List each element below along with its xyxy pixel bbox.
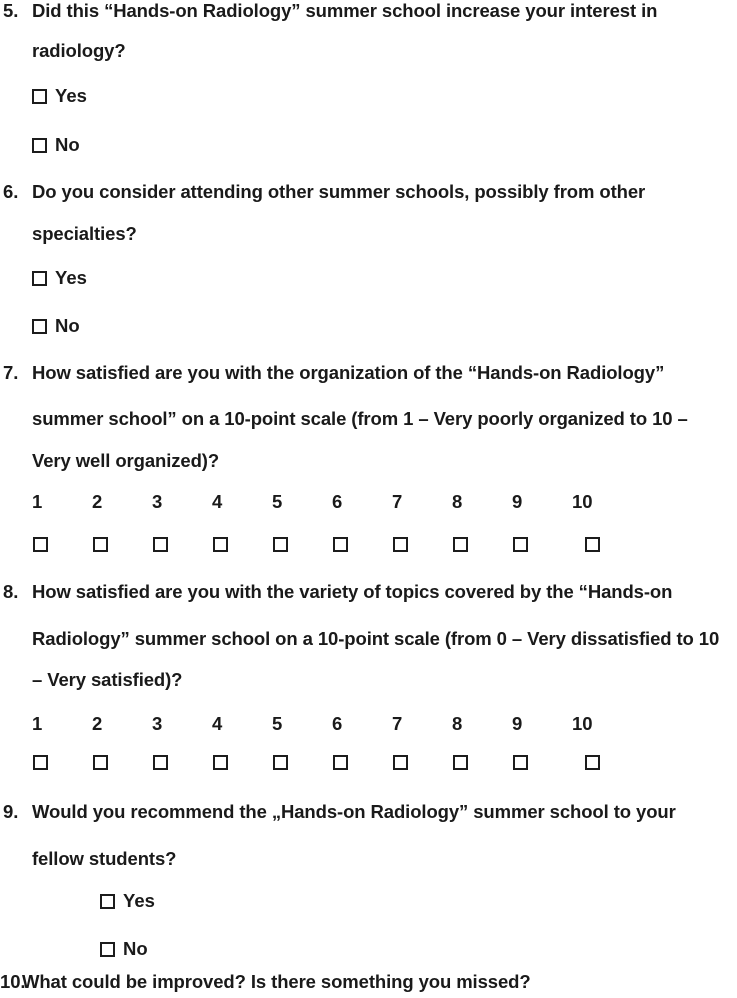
question-8-scale-checkbox-10[interactable] bbox=[585, 755, 600, 770]
question-8-scale-checkbox-3[interactable] bbox=[153, 755, 168, 770]
scale-number: 10 bbox=[572, 713, 593, 734]
question-7-scale-checkbox-6[interactable] bbox=[333, 537, 348, 552]
question-8-scale-checkbox-5[interactable] bbox=[273, 755, 288, 770]
question-text-line bbox=[3, 181, 645, 203]
question-text: How satisfied are you with the variety of topics covered by the “Hands-on bbox=[32, 581, 673, 602]
question-6-yes-checkbox[interactable] bbox=[32, 271, 47, 286]
question-7-scale-checkbox-5[interactable] bbox=[273, 537, 288, 552]
scale-number: 4 bbox=[212, 491, 223, 512]
question-7-scale-checkbox-8[interactable] bbox=[453, 537, 468, 552]
question-7-scale-checkbox-7[interactable] bbox=[393, 537, 408, 552]
question-8-scale-checkboxes bbox=[32, 753, 632, 775]
option-label: No bbox=[123, 938, 148, 959]
question-text-line bbox=[3, 581, 672, 603]
scale-number: 2 bbox=[92, 713, 103, 734]
option-yes[interactable] bbox=[32, 268, 87, 288]
question-7-scale-checkbox-1[interactable] bbox=[33, 537, 48, 552]
question-text-line: Radiology” summer school on a 10-point scale (from 0 – Very dissatisfied to 10 bbox=[32, 628, 720, 649]
scale-number: 5 bbox=[272, 713, 283, 734]
option-label: Yes bbox=[55, 267, 87, 288]
question-text-line: fellow students? bbox=[32, 848, 177, 869]
question-number: 9. bbox=[3, 801, 19, 822]
question-8-scale-checkbox-6[interactable] bbox=[333, 755, 348, 770]
question-6-no-checkbox[interactable] bbox=[32, 319, 47, 334]
question-8-scale-checkbox-2[interactable] bbox=[93, 755, 108, 770]
question-text-line: summer school” on a 10-point scale (from 1 – Very poorly organized to 10 – bbox=[32, 408, 688, 429]
option-label: No bbox=[55, 315, 80, 336]
question-number: 8. bbox=[3, 581, 19, 602]
scale-number: 2 bbox=[92, 491, 103, 512]
question-text-line: radiology? bbox=[32, 40, 126, 61]
question-7-scale-checkbox-2[interactable] bbox=[93, 537, 108, 552]
scale-number: 7 bbox=[392, 491, 403, 512]
option-no[interactable] bbox=[32, 316, 80, 336]
question-text-line bbox=[3, 0, 657, 22]
question-8-scale-checkbox-9[interactable] bbox=[513, 755, 528, 770]
question-text-line: specialties? bbox=[32, 223, 137, 244]
question-number: 7. bbox=[3, 362, 19, 383]
scale-number: 10 bbox=[572, 491, 593, 512]
question-7-scale-checkboxes bbox=[32, 535, 632, 557]
question-7-scale-labels bbox=[32, 491, 632, 513]
question-text-line bbox=[0, 971, 531, 993]
scale-number: 8 bbox=[452, 713, 463, 734]
question-text-line: – Very satisfied)? bbox=[32, 669, 183, 690]
option-label: Yes bbox=[123, 890, 155, 911]
option-no[interactable] bbox=[32, 135, 80, 155]
scale-number: 3 bbox=[152, 713, 163, 734]
option-no[interactable] bbox=[100, 939, 148, 959]
question-text: Would you recommend the „Hands-on Radiology” summer school to your bbox=[32, 801, 676, 822]
scale-number: 1 bbox=[32, 491, 43, 512]
scale-number: 4 bbox=[212, 713, 223, 734]
scale-number: 6 bbox=[332, 491, 343, 512]
question-8-scale-checkbox-7[interactable] bbox=[393, 755, 408, 770]
question-9-no-checkbox[interactable] bbox=[100, 942, 115, 957]
question-number: 5. bbox=[3, 0, 19, 21]
question-text-line bbox=[3, 362, 664, 384]
scale-number: 8 bbox=[452, 491, 463, 512]
question-8-scale-checkbox-8[interactable] bbox=[453, 755, 468, 770]
question-8-scale-labels bbox=[32, 713, 632, 735]
scale-number: 5 bbox=[272, 491, 283, 512]
scale-number: 9 bbox=[512, 713, 523, 734]
scale-number: 9 bbox=[512, 491, 523, 512]
question-text: Did this “Hands-on Radiology” summer school increase your interest in bbox=[32, 0, 658, 21]
question-8-scale-checkbox-4[interactable] bbox=[213, 755, 228, 770]
option-yes[interactable] bbox=[100, 891, 155, 911]
question-7-scale-checkbox-4[interactable] bbox=[213, 537, 228, 552]
question-5-yes-checkbox[interactable] bbox=[32, 89, 47, 104]
option-yes[interactable] bbox=[32, 86, 87, 106]
question-text: What could be improved? Is there something you missed? bbox=[22, 971, 531, 992]
question-8-scale-checkbox-1[interactable] bbox=[33, 755, 48, 770]
option-label: Yes bbox=[55, 85, 87, 106]
option-label: No bbox=[55, 134, 80, 155]
question-number: 6. bbox=[3, 181, 19, 202]
question-text-line bbox=[3, 801, 676, 823]
question-text-line: Very well organized)? bbox=[32, 450, 220, 471]
question-7-scale-checkbox-3[interactable] bbox=[153, 537, 168, 552]
question-text: How satisfied are you with the organization of the “Hands-on Radiology” bbox=[32, 362, 665, 383]
question-9-yes-checkbox[interactable] bbox=[100, 894, 115, 909]
scale-number: 6 bbox=[332, 713, 343, 734]
question-7-scale-checkbox-9[interactable] bbox=[513, 537, 528, 552]
scale-number: 1 bbox=[32, 713, 43, 734]
question-text: Do you consider attending other summer schools, possibly from other bbox=[32, 181, 646, 202]
scale-number: 3 bbox=[152, 491, 163, 512]
scale-number: 7 bbox=[392, 713, 403, 734]
question-5-no-checkbox[interactable] bbox=[32, 138, 47, 153]
question-number: 10. bbox=[0, 971, 26, 992]
question-7-scale-checkbox-10[interactable] bbox=[585, 537, 600, 552]
